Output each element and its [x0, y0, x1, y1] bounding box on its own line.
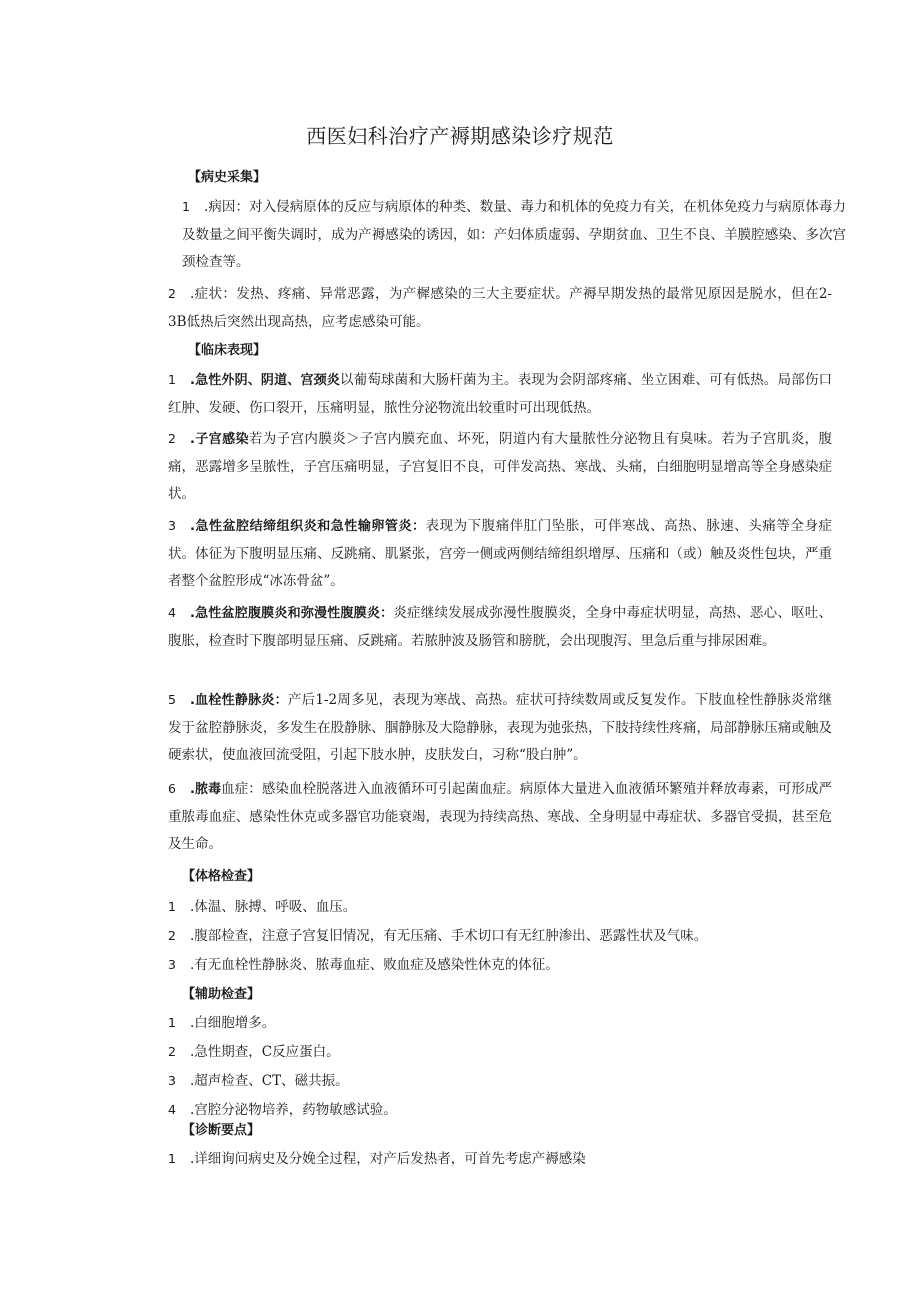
- paragraph-keyword: .血栓性静脉炎：: [189, 693, 288, 708]
- item-number: 4: [168, 1102, 176, 1117]
- physical-item-3: [168, 955, 808, 975]
- paragraph-text: 血症：感染血栓脱落进入血液循环可引起菌血症。病原体大量进入血液循环繁殖并释放毒素，可形成严重脓毒血症、感染性休克或多器官功能衰竭，表现为持续高热、寒战、全身明显中毒症状、多器官受损，甚至危及生命。: [168, 781, 832, 852]
- paragraph-text: 以葡萄球菌和大肠杆菌为主。表现为会阴部疼痛、坐立困难、可有低热。局部伤口红肿、发硬、伤口裂开，压痛明显，脓性分泌物流出较重时可出现低热。: [168, 372, 832, 416]
- item-number: 5: [168, 692, 176, 707]
- paragraph-text: 表现为下腹痛伴肛门坠胀，可伴寒战、高热、脉速、头痛等全身症状。体征为下腹明显压痛、反跳痛、肌紧张，宫旁一侧或两侧结缔组织增厚、压痛和（或）触及炎性包块，严重者整个盆腔形成“冰冻骨盆”。: [168, 518, 832, 589]
- clinical-paragraph-4: [138, 599, 832, 655]
- item-number: 2: [168, 928, 176, 943]
- clinical-paragraph-1: [138, 366, 832, 422]
- auxiliary-item-4: [168, 1100, 808, 1120]
- history-paragraph-2: [138, 280, 832, 336]
- item-text: .超声检查、CT、磁共振。: [189, 1073, 349, 1089]
- history-paragraph-1: [138, 193, 846, 277]
- item-number: 2: [168, 286, 176, 301]
- paragraph-keyword: .子宫感染: [189, 432, 249, 447]
- physical-item-2: [168, 926, 808, 946]
- item-text: .急性期查，C反应蛋白。: [189, 1044, 340, 1060]
- item-number: 3: [168, 957, 176, 972]
- section-heading-clinical: 【临床表现】: [188, 343, 267, 358]
- auxiliary-item-1: [168, 1013, 808, 1033]
- item-text: .白细胞增多。: [189, 1015, 276, 1031]
- paragraph-keyword: .脓毒: [189, 782, 222, 797]
- clinical-paragraph-3: [138, 512, 832, 596]
- section-heading-history: 【病史采集】: [188, 170, 267, 185]
- item-number: 1: [168, 372, 176, 387]
- section-heading-auxiliary: 【辅助检查】: [182, 987, 261, 1002]
- item-text: .有无血栓性静脉炎、脓毒血症、败血症及感染性休克的体征。: [189, 957, 559, 973]
- clinical-paragraph-6: [138, 775, 832, 859]
- auxiliary-item-3: [168, 1071, 808, 1091]
- item-text: .详细询问病史及分娩全过程，对产后发热者，可首先考虑产褥感染: [189, 1151, 586, 1167]
- item-number: 2: [168, 431, 176, 446]
- item-text: .腹部检查，注意子宫复旧情况，有无压痛、手术切口有无红肿渗出、恶露性状及气味。: [189, 928, 708, 944]
- auxiliary-item-2: [168, 1042, 808, 1062]
- paragraph-text: 产后1-2周多见，表现为寒战、高热。症状可持续数周或反复发作。下肢血栓性静脉炎常继发于盆腔静脉炎，多发生在股静脉、腘静脉及大隐静脉，表现为弛张热，下肢持续性疼痛，局部静脉压痛或触及硬索状，使血液回流受阻，引起下肢水肿，皮肤发白，习称“股白肿”。: [168, 692, 832, 763]
- item-number: 1: [168, 1151, 176, 1166]
- item-number: 6: [168, 781, 176, 796]
- item-number: 3: [168, 518, 176, 533]
- clinical-paragraph-5: [138, 686, 832, 770]
- diagnosis-item-1: [168, 1149, 808, 1169]
- paragraph-text: .症状：发热、疼痛、异常恶露，为产樨感染的三大主要症状。产褥早期发热的最常见原因是脱水，但在2-3B低热后突然出现高热，应考虑感染可能。: [168, 286, 832, 330]
- section-heading-physical: 【体格检查】: [182, 869, 261, 884]
- paragraph-text: 炎症继续发展成弥漫性腹膜炎，全身中毒症状明显，高热、恶心、呕吐、腹胀，检查时下腹部明显压痛、反跳痛。若脓肿波及肠管和膀胱，会出现腹泻、里急后重与排尿困难。: [168, 605, 832, 649]
- paragraph-keyword: .急性外阴、阴道、宫颈炎: [189, 373, 340, 388]
- item-number: 1: [182, 199, 190, 214]
- paragraph-text: .病因：对入侵病原体的反应与病原体的种类、数量、毒力和机体的免疫力有关，在机体免疫力与病原体毒力及数量之间平衡失调时，成为产褥感染的诱因，如：产妇体质虚弱、孕期贫血、卫生不良、羊膜腔感染、多次宫颈检查等。: [182, 199, 846, 270]
- document-title: 西医妇科治疗产褥期感染诊疗规范: [306, 124, 614, 148]
- clinical-paragraph-2: [138, 425, 832, 509]
- paragraph-text: 若为子宫内膜炎＞子宫内膜充血、坏死，阴道内有大量脓性分泌物且有臭味。若为子宫肌炎，腹痛，恶露增多呈脓性，子宫压痛明显，子宫复旧不良，可伴发高热、寒战、头痛，白细胞明显增高等全身感染症状。: [168, 431, 832, 502]
- item-number: 1: [168, 1015, 176, 1030]
- physical-item-1: [168, 897, 808, 917]
- item-number: 3: [168, 1073, 176, 1088]
- item-number: 2: [168, 1044, 176, 1059]
- paragraph-keyword: .急性盆腔结缔组织炎和急性输卵管炎：: [189, 519, 426, 534]
- item-text: .宫腔分泌物培养，药物敏感试验。: [189, 1102, 397, 1118]
- section-heading-diagnosis: 【诊断要点】: [182, 1123, 261, 1138]
- item-number: 4: [168, 605, 176, 620]
- item-text: .体温、脉搏、呼吸、血压。: [189, 899, 357, 915]
- paragraph-keyword: .急性盆腔腹膜炎和弥漫性腹膜炎：: [189, 606, 394, 621]
- item-number: 1: [168, 899, 176, 914]
